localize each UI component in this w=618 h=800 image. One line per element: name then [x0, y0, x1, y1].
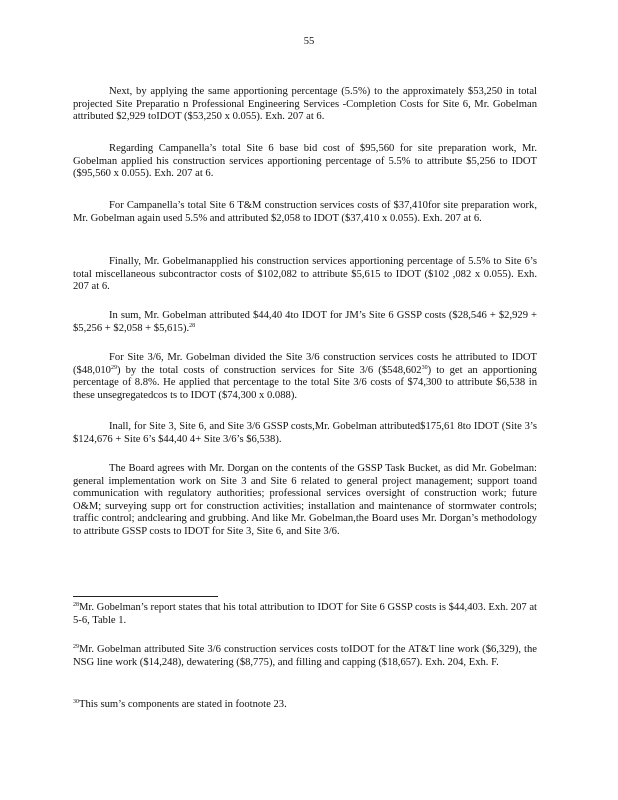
footnote-number: 30 [73, 699, 79, 705]
paragraph-6-text-a: For Site 3/6, Mr. Gobelman divided the Site 3/6 construction services costs he attributed to IDOT ($48,010 [73, 352, 537, 376]
footnote-separator [73, 596, 218, 597]
paragraph-6-text-c: ) to get an apportioning percentage of 8.8%. He applied that percentage to the total Site 3/6 costs of $74,300 to attribute $6,538 in these unsegregatedcos ts to IDOT ($74,300 x 0.088). [73, 364, 537, 401]
footnote-28 [73, 602, 537, 627]
paragraph-3: For Campanella’s total Site 6 T&M construction services costs of $37,410for site preparation work, Mr. Gobelman again used 5.5% and attributed $2,058 to IDOT ($37,410 x 0.055). Exh. 207 at 6. [73, 200, 537, 224]
footnote-ref-30: 30 [421, 364, 428, 371]
footnote-29 [73, 644, 537, 669]
paragraph-2: Regarding Campanella’s total Site 6 base bid cost of $95,560 for site preparation work, Mr. Gobelman applied his construction services apportioning percentage of 5.5% to attribute $5,256 to IDOT ($95,560 x 0.055). Exh. 207 at 6. [73, 143, 537, 180]
paragraph-4: Finally, Mr. Gobelmanapplied his construction services apportioning percentage of 5.5% to Site 6’s total miscellaneous subcontractor costs of $102,082 to attribute $5,615 to IDOT ($102 ,082 x 0.055). Exh. 207 at 6. [73, 256, 537, 293]
paragraph-1: Next, by applying the same apportioning percentage (5.5%) to the approximately $53,250 in total projected Site Preparatio n Professional Engineering Services -Completion Costs for Site 6, Mr. Gobelman attributed $2,929 toIDOT ($53,250 x 0.055). Exh. 207 at 6. [73, 86, 537, 123]
paragraph-8: The Board agrees with Mr. Dorgan on the contents of the GSSP Task Bucket, as did Mr. Gobelman: general implementation work on Site 3 and Site 6 related to general project management; support toand communication with regulatory authorities; professional services oversight of construction work; future O&M; surveying supp ort for construction activities; installation and maintenance of stormwater controls; traffic control; andclearing and grubbing. And like Mr. Gobelman,the Board uses Mr. Dorgan’s methodology to attribute GSSP costs to IDOT for Site 3, Site 6, and Site 3/6. [73, 463, 537, 537]
footnote-number: 29 [73, 644, 79, 650]
footnote-text: Mr. Gobelman’s report states that his total attribution to IDOT for Site 6 GSSP costs is $44,403. Exh. 207 at 5-6, Table 1. [73, 602, 537, 626]
footnote-number: 28 [73, 602, 79, 608]
paragraph-7: Inall, for Site 3, Site 6, and Site 3/6 GSSP costs,Mr. Gobelman attributed$175,61 8to IDOT (Site 3’s $124,676 + Site 6’s $44,40 4+ Site 3/6’s $6,538). [73, 421, 537, 445]
footnote-text: This sum’s components are stated in footnote 23. [79, 699, 287, 710]
page-number: 55 [303, 36, 315, 47]
footnote-text: Mr. Gobelman attributed Site 3/6 construction services costs toIDOT for the AT&T line work ($6,329), the NSG line work ($14,248), dewatering ($8,775), and filling and capping ($18,657). Exh. 204, Exh. F. [73, 644, 537, 668]
footnote-ref-28: 28 [189, 322, 196, 329]
paragraph-5-text: In sum, Mr. Gobelman attributed $44,40 4to IDOT for JM’s Site 6 GSSP costs ($28,546 + $2,929 + $5,256 + $2,058 + $5,615). [73, 310, 537, 334]
paragraph-6-text-b: ) by the total costs of construction services for Site 3/6 ($548,602 [116, 364, 422, 376]
footnote-30 [73, 699, 537, 712]
paragraph-6 [73, 352, 537, 402]
footnote-ref-29: 29 [110, 364, 117, 371]
paragraph-5 [73, 310, 537, 335]
